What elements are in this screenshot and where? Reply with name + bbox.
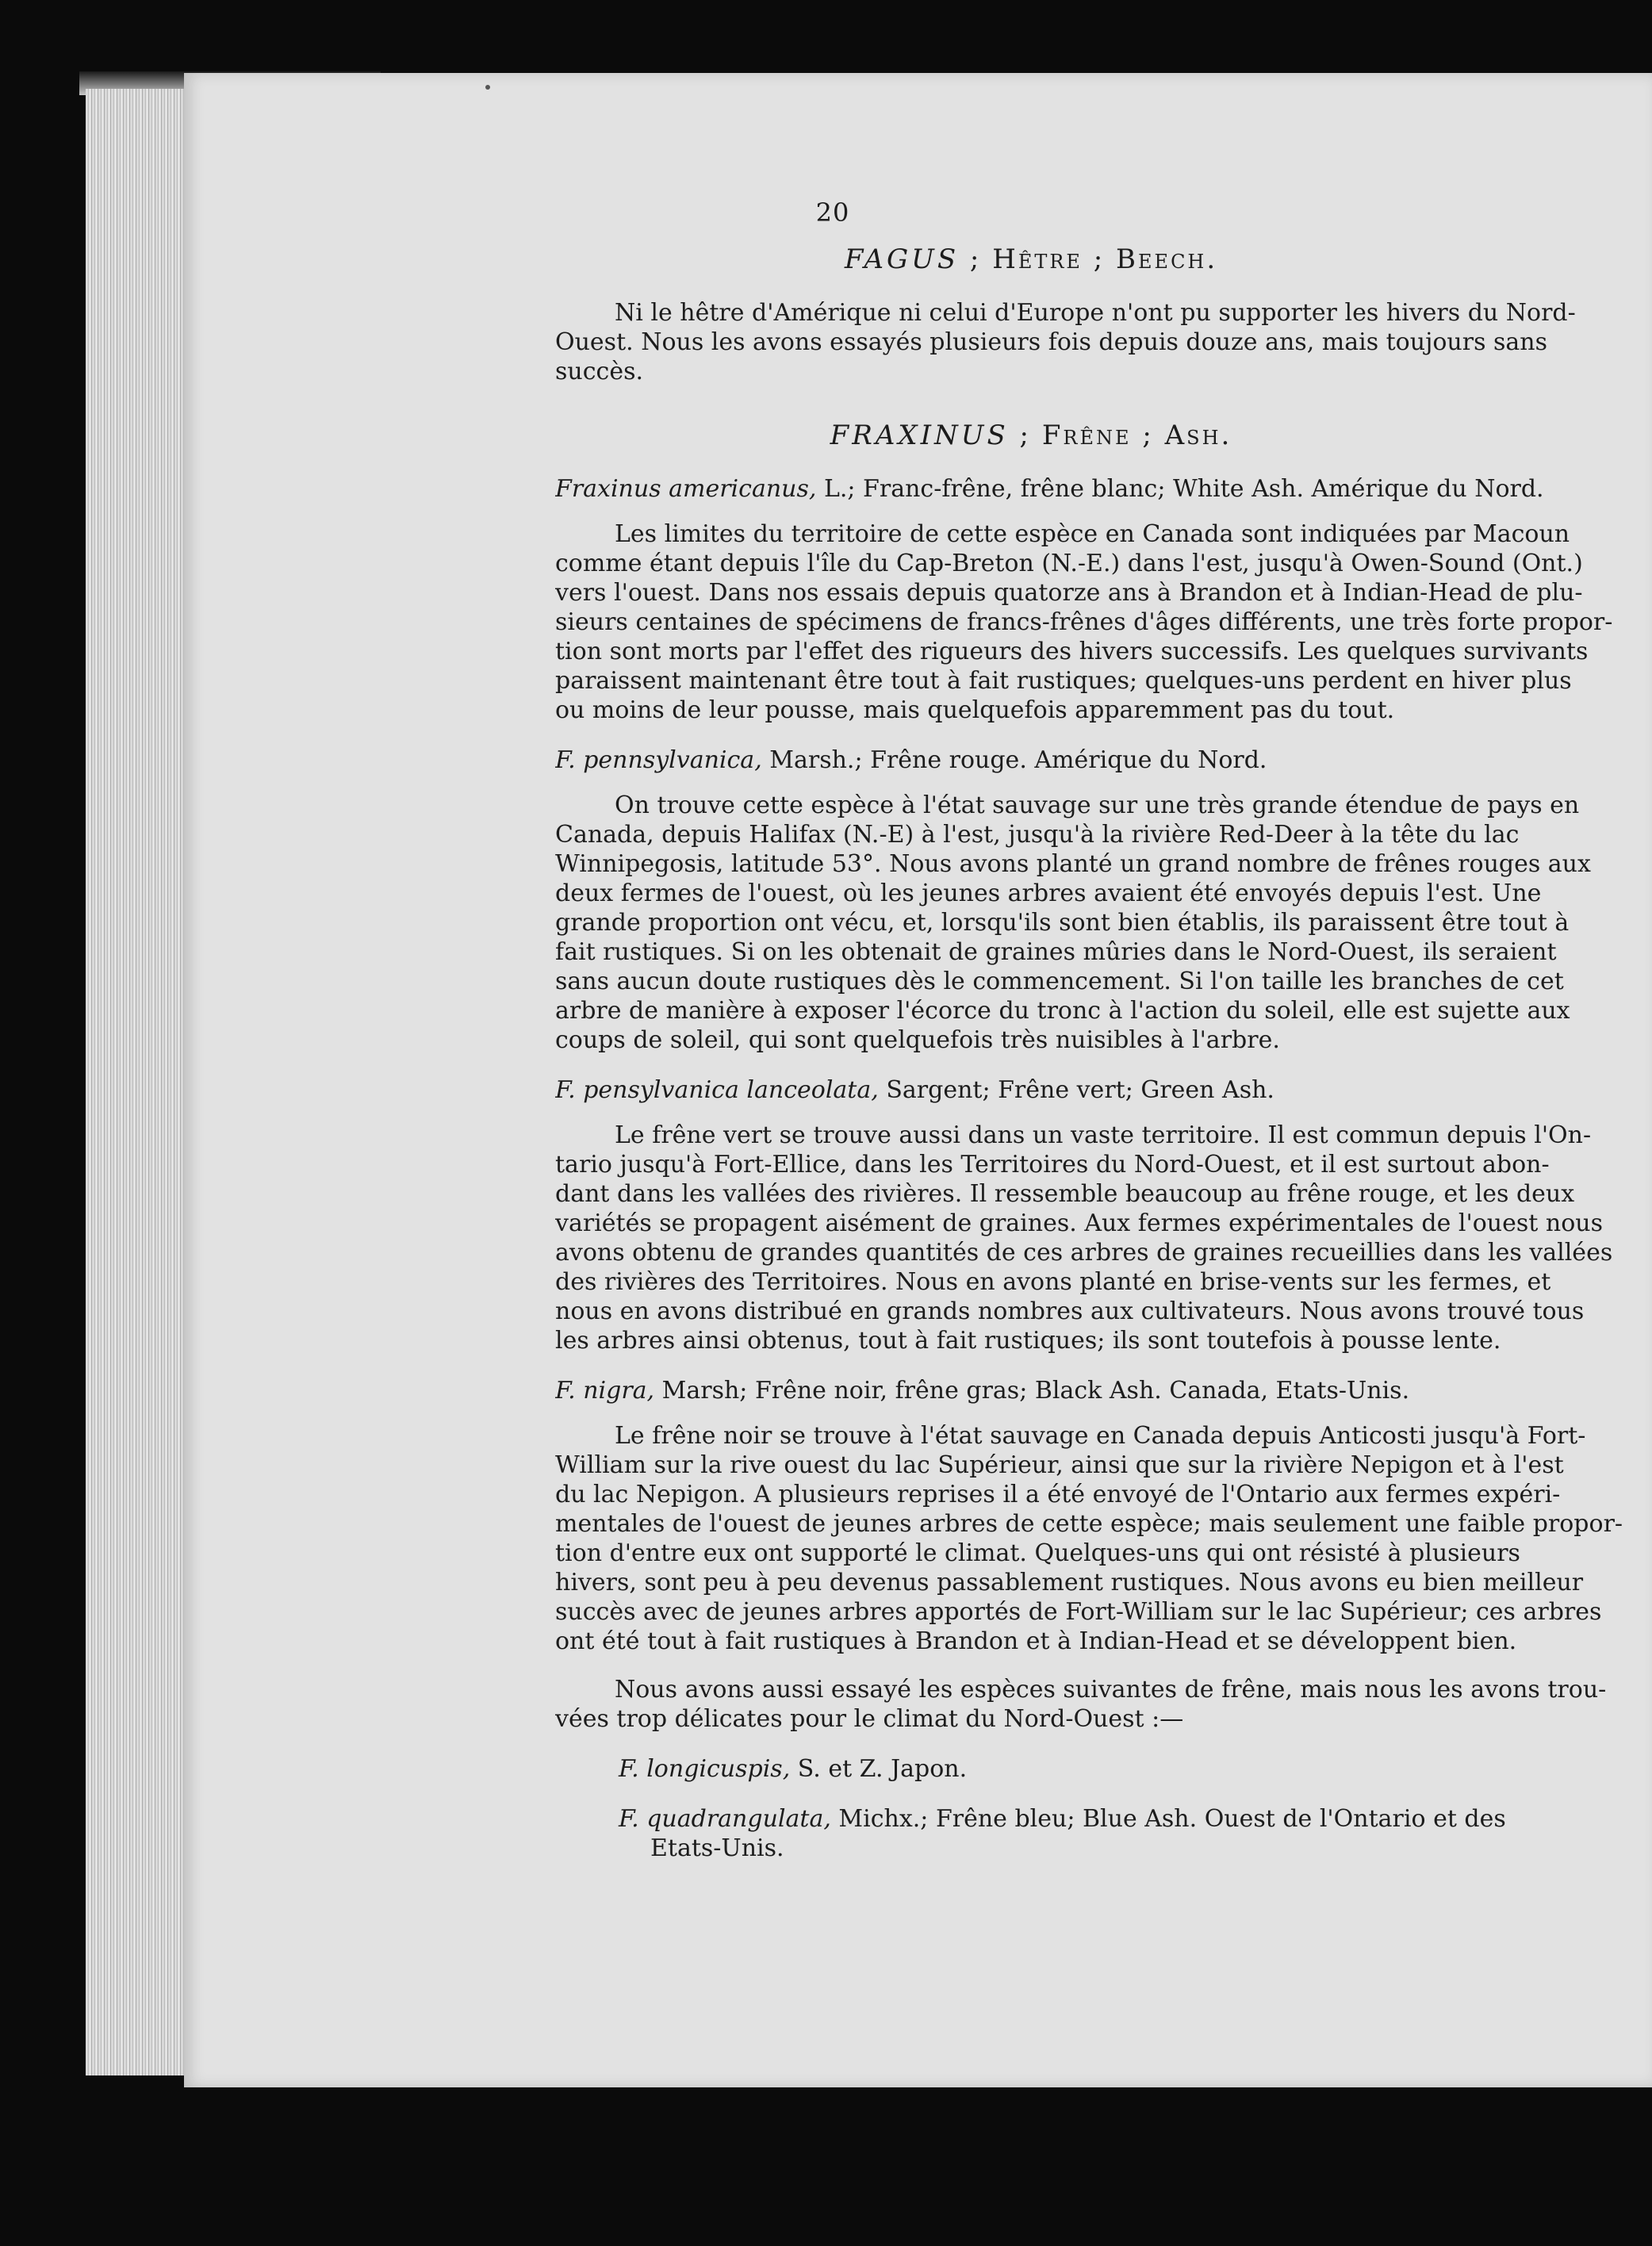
text-line: sieurs centaines de spécimens de francs-frênes d'âges différents, une très forte propor- [555,608,1613,636]
heading-fr: Frêne [1041,420,1132,451]
text-line: tion sont morts par l'effet des rigueurs des hivers successifs. Les quelques survivants [555,638,1589,665]
species-entry-longicuspis [555,1754,1652,1784]
species-details: L.; Franc-frêne, frêne blanc; White Ash. Amérique du Nord. [816,475,1544,503]
text-line: dant dans les vallées des rivières. Il ressemble beaucoup au frêne rouge, et les deux [555,1180,1575,1208]
species-entry-nigra [555,1376,1652,1405]
text-line: vées trop délicates pour le climat du Nord-Ouest :— [555,1705,1184,1733]
page-number: 20 [815,198,850,228]
text-line: hivers, sont peu à peu devenus passablement rustiques. Nous avons eu bien meilleur [555,1569,1584,1596]
heading-en: Ash. [1164,420,1232,451]
text-line: variétés se propagent aisément de graines. Aux fermes expérimentales de l'ouest nous [555,1209,1603,1237]
text-line: nous en avons distribué en grands nombres aux cultivateurs. Nous avons trouvé tous [555,1297,1585,1325]
text-line: ou moins de leur pousse, mais quelquefois apparemment pas du tout. [555,696,1395,724]
species-name: F. longicuspis, [619,1755,791,1783]
text-line: fait rustiques. Si on les obtenait de graines mûries dans le Nord-Ouest, ils seraient [555,938,1557,966]
species-details: S. et Z. Japon. [790,1755,968,1783]
text-line: ont été tout à fait rustiques à Brandon et à Indian-Head et se développent bien. [555,1627,1517,1655]
paragraph-fagus [555,298,1652,386]
text-line: Winnipegosis, latitude 53°. Nous avons planté un grand nombre de frênes rouges aux [555,850,1591,878]
species-details: Marsh.; Frêne rouge. Amérique du Nord. [761,746,1267,774]
species-details: Marsh; Frêne noir, frêne gras; Black Ash. Canada, Etats-Unis. [654,1377,1410,1405]
species-details: Sargent; Frêne vert; Green Ash. [878,1076,1274,1104]
section-heading-fagus: FAGUS ; Hêtre ; Beech. [844,243,1218,275]
species-details-continued: Etats-Unis. [650,1834,784,1862]
species-details: Michx.; Frêne bleu; Blue Ash. Ouest de l'Ontario et des [830,1805,1506,1833]
book-page-edges [86,89,197,2075]
species-entry-quadrangulata [555,1804,1652,1834]
paragraph-others-intro [555,1675,1652,1734]
paragraph-nigra [555,1421,1652,1656]
text-line: les arbres ainsi obtenus, tout à fait rustiques; ils sont toutefois à pousse lente. [555,1327,1501,1355]
text-line: comme étant depuis l'île du Cap-Breton (N.-E.) dans l'est, jusqu'à Owen-Sound (Ont.) [555,550,1583,577]
text-line: Les limites du territoire de cette espèce en Canada sont indiquées par Macoun [615,520,1570,548]
text-line: Le frêne noir se trouve à l'état sauvage en Canada depuis Anticosti jusqu'à Fort- [615,1422,1586,1450]
paragraph-americanus [555,519,1652,725]
heading-en: Beech. [1116,243,1218,275]
species-entry-americanus [555,474,1652,504]
text-line: sans aucun doute rustiques dès le commencement. Si l'on taille les branches de cet [555,968,1564,995]
paragraph-pennsylvanica [555,791,1652,1055]
text-line: Ni le hêtre d'Amérique ni celui d'Europe n'ont pu supporter les hivers du Nord- [615,299,1576,327]
text-line: On trouve cette espèce à l'état sauvage sur une très grande étendue de pays en [615,791,1580,819]
text-line: Le frêne vert se trouve aussi dans un vaste territoire. Il est commun depuis l'On- [615,1121,1592,1149]
species-name: F. nigra, [555,1377,655,1405]
text-line: avons obtenu de grandes quantités de ces arbres de graines recueillies dans les vallées [555,1239,1613,1267]
text-line: du lac Nepigon. A plusieurs reprises il a été envoyé de l'Ontario aux fermes expéri- [555,1481,1561,1508]
heading-latin: FAGUS [844,243,960,275]
text-line: tario jusqu'à Fort-Ellice, dans les Territoires du Nord-Ouest, et il est surtout abon- [555,1151,1550,1179]
species-name: Fraxinus americanus, [555,475,817,503]
text-line: Ouest. Nous les avons essayés plusieurs fois depuis douze ans, mais toujours sans [555,328,1548,356]
text-line: succès. [555,358,644,385]
text-line: tion d'entre eux ont supporté le climat. Quelques-uns qui ont résisté à plusieurs [555,1539,1520,1567]
text-line: arbre de manière à exposer l'écorce du tronc à l'action du soleil, elle est sujette aux [555,997,1570,1025]
heading-latin: FRAXINUS [830,420,1009,451]
page-text [555,198,1652,1863]
species-name: F. pennsylvanica, [555,746,762,774]
text-line: William sur la rive ouest du lac Supérieur, ainsi que sur la rivière Nepigon et à l'est [555,1451,1564,1479]
heading-fr: Hêtre [992,243,1083,275]
text-line: mentales de l'ouest de jeunes arbres de cette espèce; mais seulement une faible propor- [555,1510,1623,1538]
species-name: F. pensylvanica lanceolata, [555,1076,879,1104]
text-line: vers l'ouest. Dans nos essais depuis quatorze ans à Brandon et à Indian-Head de plu- [555,579,1583,607]
species-name: F. quadrangulata, [619,1805,831,1833]
text-line: paraissent maintenant être tout à fait rustiques; quelques-uns perdent en hiver plus [555,667,1572,695]
text-line: Canada, depuis Halifax (N.-E) à l'est, jusqu'à la rivière Red-Deer à la tête du lac [555,821,1520,849]
text-line: grande proportion ont vécu, et, lorsqu'ils sont bien établis, ils paraissent être tout à [555,909,1570,937]
species-entry-lanceolata [555,1075,1652,1105]
text-line: des rivières des Territoires. Nous en avons planté en brise-vents sur les fermes, et [555,1268,1551,1296]
text-line: coups de soleil, qui sont quelquefois très nuisibles à l'arbre. [555,1026,1280,1054]
text-line: succès avec de jeunes arbres apportés de Fort-William sur le lac Supérieur; ces arbres [555,1598,1602,1626]
species-entry-pennsylvanica [555,745,1652,775]
section-heading-fraxinus: FRAXINUS ; Frêne ; Ash. [830,420,1232,451]
paragraph-lanceolata [555,1121,1652,1355]
text-line: deux fermes de l'ouest, où les jeunes arbres avaient été envoyés depuis l'est. Une [555,880,1542,907]
scan-speck [485,85,490,90]
text-line: Nous avons aussi essayé les espèces suivantes de frêne, mais nous les avons trou- [615,1676,1607,1704]
